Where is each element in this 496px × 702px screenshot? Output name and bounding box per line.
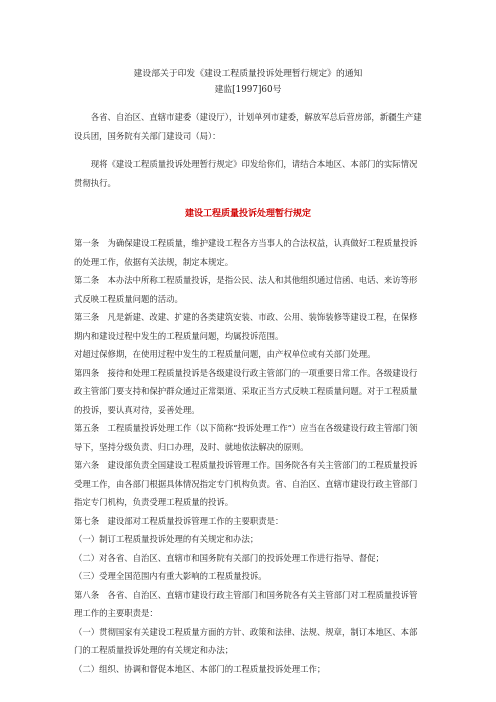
notice-body: 现将《建设工程质量投诉处理暂行规定》印发给你们，请结合本地区、本部门的实际情况贯彻执行。: [74, 159, 418, 188]
regulation-title: 建设工程质量投诉处理暂行规定: [184, 209, 311, 219]
document-number: 建监[1997]60号: [214, 85, 282, 95]
article-2: 第二条 本办法中所称工程质量投诉，是指公民、法人和其他组织通过信函、电话、来访等形式反映工程质量问题的活动。: [74, 275, 418, 304]
article-5: 第五条 工程质量投诉处理工作（以下简称“投诉处理工作”）应当在各级建设行政主管部门领导下，坚持分级负责、归口办理，及时、就地依法解决的原则。: [74, 423, 418, 452]
article-3: 第三条 凡是新建、改建、扩建的各类建筑安装、市政、公用、装饰装修等建设工程，在保修期内和建设过程中发生的工程质量问题，均属投诉范围。: [74, 312, 418, 341]
article-6: 第六条 建设部负责全国建设工程质量投诉管理工作。国务院各有关主管部门的工程质量投诉受理工作，由各部门根据具体情况指定专门机构负责。省、自治区、直辖市建设行政主管部门指定专门机构，负责受理工程质量的投诉。: [74, 460, 418, 507]
article-4: 第四条 接待和处理工程质量投诉是各级建设行政主管部门的一项重要日常工作。各级建设行政主管部门要支持和保护群众通过正常渠道、采取正当方式反映工程质量问题。对于工程质量的投诉，要认真对待，妥善处理。: [74, 367, 418, 415]
article-7-item-3: （三）受理全国范围内有重大影响的工程质量投诉。: [74, 571, 267, 581]
article-8: 第八条 各省、自治区、直辖市建设行政主管部门和国务院各有关主管部门对工程质量投诉管理工作的主要职责是：: [74, 589, 418, 618]
article-7-item-2: （二）对各省、自治区、直辖市和国务院有关部门的投诉处理工作进行指导、督促；: [74, 552, 384, 563]
article-1: 第一条 为确保建设工程质量，维护建设工程各方当事人的合法权益，认真做好工程质量投诉的处理工作，依据有关法规，制定本规定。: [74, 238, 418, 267]
notice-title: 建设部关于印发《建设工程质量投诉处理暂行规定》的通知: [133, 69, 363, 79]
article-7-item-1: （一）制订工程质量投诉处理的有关规定和办法；: [74, 534, 259, 544]
notice-recipients: 各省、自治区、直辖市建委（建设厅），计划单列市建委，解放军总后营房部，新疆生产建设兵团，国务院有关部门建设司（局）：: [74, 112, 422, 141]
article-3-note: 对超过保修期，在使用过程中发生的工程质量问题，由产权单位或有关部门处理。: [74, 349, 376, 359]
article-8-item-1: （一）贯彻国家有关建设工程质量方面的方针、政策和法律、法规、规章，制订本地区、本部门的工程质量投诉处理的有关规定和办法；: [74, 626, 418, 655]
article-7: 第七条 建设部对工程质量投诉管理工作的主要职责是：: [74, 515, 284, 526]
article-8-item-2: （二）组织、协调和督促本地区、本部门的工程质量投诉处理工作；: [74, 663, 326, 674]
